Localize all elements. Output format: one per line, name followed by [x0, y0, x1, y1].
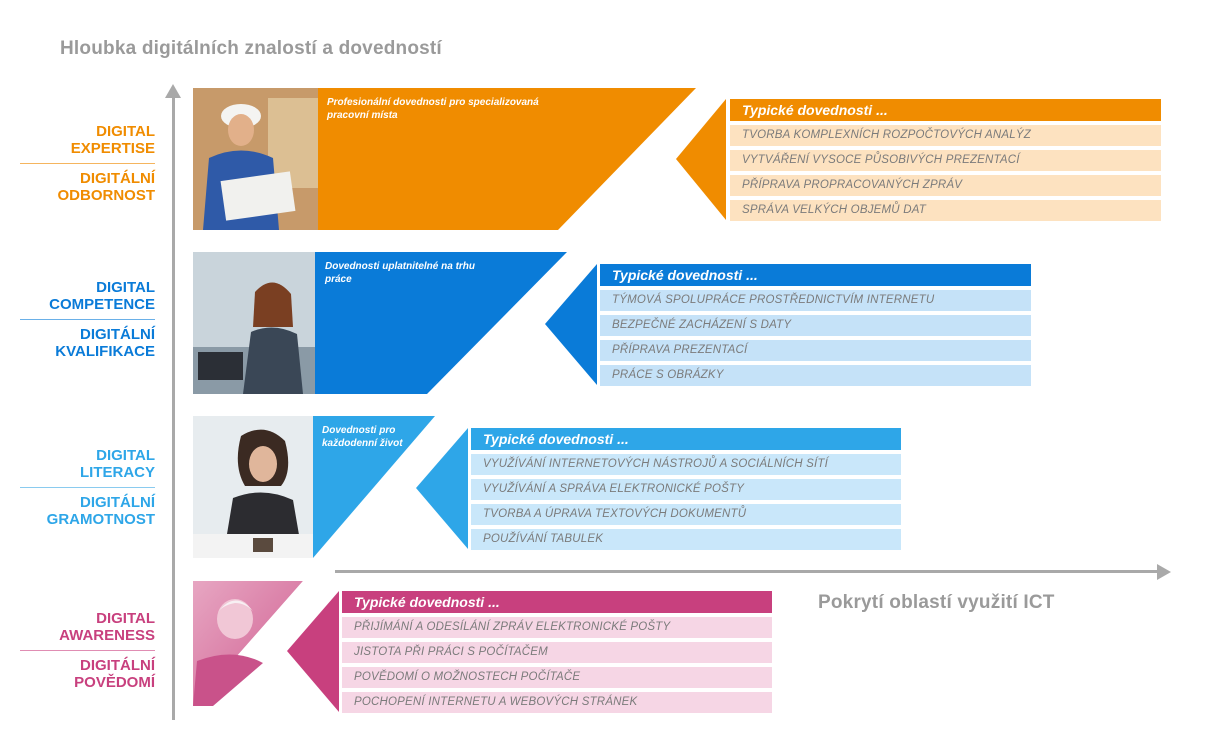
chevron-expertise: [676, 99, 726, 220]
skill-item: TVORBA A ÚPRAVA TEXTOVÝCH DOKUMENTŮ: [471, 504, 901, 525]
skills-header: Typické dovednosti ...: [342, 591, 772, 613]
chevron-competence: [545, 264, 597, 385]
chevron-awareness: [287, 591, 339, 712]
level-label-divider: [20, 163, 155, 164]
photo-office-worker: [193, 252, 315, 394]
photo-woman-laptop: [193, 416, 313, 558]
skills-box-awareness: [342, 591, 772, 713]
level-label-cz: DIGITÁLNÍ KVALIFIKACE: [55, 326, 155, 360]
x-axis-arrow-icon: [1157, 564, 1171, 580]
skills-box-literacy: [471, 428, 901, 550]
level-label-en: DIGITAL COMPETENCE: [49, 279, 155, 313]
photo-engineer: [193, 88, 318, 230]
skill-item: POVĚDOMÍ O MOŽNOSTECH POČÍTAČE: [342, 667, 772, 688]
skill-item: POUŽÍVÁNÍ TABULEK: [471, 529, 901, 550]
level-label-divider: [20, 487, 155, 488]
level-label-cz: DIGITÁLNÍ POVĚDOMÍ: [74, 657, 155, 691]
y-axis-title: Hloubka digitálních znalostí a dovedností: [60, 38, 442, 59]
skills-box-competence: [600, 264, 1031, 386]
skill-item: VYUŽÍVÁNÍ INTERNETOVÝCH NÁSTROJŮ A SOCIÁLNÍCH SÍTÍ: [471, 454, 901, 475]
y-axis-line: [172, 96, 175, 720]
level-label-competence: [20, 279, 155, 360]
y-axis-arrow-icon: [165, 84, 181, 98]
skills-header: Typické dovednosti ...: [730, 99, 1161, 121]
skill-item: PŘIJÍMÁNÍ A ODESÍLÁNÍ ZPRÁV ELEKTRONICKÉ POŠTY: [342, 617, 772, 638]
skill-item: VYUŽÍVÁNÍ A SPRÁVA ELEKTRONICKÉ POŠTY: [471, 479, 901, 500]
level-label-divider: [20, 650, 155, 651]
x-axis-title: Pokrytí oblastí využití ICT: [818, 592, 1055, 613]
level-label-cz: DIGITÁLNÍ GRAMOTNOST: [46, 494, 155, 528]
skill-item: PŘÍPRAVA PROPRACOVANÝCH ZPRÁV: [730, 175, 1161, 196]
woman-laptop-illustration-icon: [193, 416, 313, 558]
chevron-literacy: [416, 428, 468, 549]
engineer-illustration-icon: [193, 88, 318, 230]
skill-item: VYTVÁŘENÍ VYSOCE PŮSOBIVÝCH PREZENTACÍ: [730, 150, 1161, 171]
level-label-literacy: [20, 447, 155, 528]
skills-box-expertise: [730, 99, 1161, 221]
office-worker-illustration-icon: [193, 252, 315, 394]
level-label-cz: DIGITÁLNÍ ODBORNOST: [57, 170, 155, 204]
skill-item: BEZPEČNÉ ZACHÁZENÍ S DATY: [600, 315, 1031, 336]
level-label-awareness: [20, 610, 155, 691]
level-label-expertise: [20, 123, 155, 204]
band-text-expertise: Profesionální dovednosti pro specializovaná pracovní místa: [327, 97, 539, 121]
skill-item: TÝMOVÁ SPOLUPRÁCE PROSTŘEDNICTVÍM INTERNETU: [600, 290, 1031, 311]
level-label-divider: [20, 319, 155, 320]
skill-item: POCHOPENÍ INTERNETU A WEBOVÝCH STRÁNEK: [342, 692, 772, 713]
x-axis-line: [335, 570, 1160, 573]
level-label-en: DIGITAL AWARENESS: [59, 610, 155, 644]
skills-header: Typické dovednosti ...: [471, 428, 901, 450]
band-text-literacy: Dovednosti pro každodenní život: [322, 425, 403, 449]
skills-header: Typické dovednosti ...: [600, 264, 1031, 286]
skill-item: SPRÁVA VELKÝCH OBJEMŮ DAT: [730, 200, 1161, 221]
skill-item: PŘÍPRAVA PREZENTACÍ: [600, 340, 1031, 361]
skill-item: PRÁCE S OBRÁZKY: [600, 365, 1031, 386]
level-label-en: DIGITAL EXPERTISE: [70, 123, 155, 157]
band-text-competence: Dovednosti uplatnitelné na trhu práce: [325, 261, 476, 285]
skill-item: TVORBA KOMPLEXNÍCH ROZPOČTOVÝCH ANALÝZ: [730, 125, 1161, 146]
skill-item: JISTOTA PŘI PRÁCI S POČÍTAČEM: [342, 642, 772, 663]
level-label-en: DIGITAL LITERACY: [80, 447, 155, 481]
